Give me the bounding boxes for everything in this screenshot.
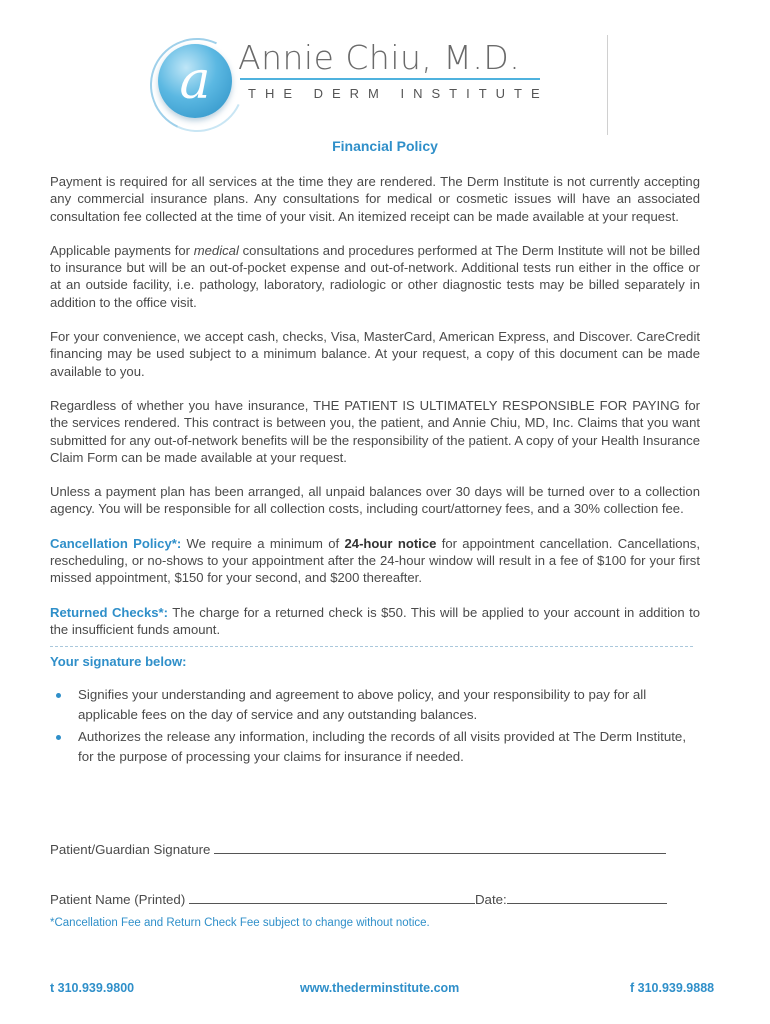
- signature-bullets: [50, 685, 700, 767]
- logo-letter: a: [179, 51, 211, 111]
- page-title: Financial Policy: [332, 138, 438, 154]
- paragraph-payment: Payment is required for all services at the time they are rendered. The Derm Institute is not currently accepting any commercial insurance plans. Any consultations for medical or cosmetic issues will have an associated consultation fee collected at the time of your visit. An itemized receipt can be made available at your request.: [50, 174, 700, 224]
- logo-emblem: [158, 44, 232, 118]
- cancellation-label: Cancellation Policy*:: [50, 535, 182, 551]
- signature-row: [50, 842, 666, 857]
- dashed-divider: [50, 646, 693, 647]
- bullet-item: Authorizes the release any information, including the records of all visits provided at The Derm Institute, for the purpose of processing your claims for insurance if needed.: [78, 727, 700, 767]
- patient-name-row: [50, 892, 667, 907]
- fee-change-note: *Cancellation Fee and Return Check Fee subject to change without notice.: [50, 917, 430, 929]
- date-field[interactable]: [507, 893, 667, 904]
- patient-name-field[interactable]: [189, 893, 475, 904]
- date-label: Date:: [474, 892, 507, 907]
- returned-checks-label: Returned Checks*:: [50, 604, 168, 620]
- paragraph-medical: Applicable payments for medical consultations and procedures performed at The Derm Institute will not be billed to insurance but will be an out-of-pocket expense and out-of-network. Additional tests run either in the office or at an outside facility, i.e. pathology, laboratory, radiologic or other diagnostic tests may be billed separately in addition to the office visit.: [50, 242, 700, 310]
- paragraph-responsibility: Regardless of whether you have insurance, THE PATIENT IS ULTIMATELY RESPONSIBLE FOR PAYING for the services rendered. This contract is between you, the patient, and Annie Chiu, MD, Inc. Claims that you want submitted for any out-of-network benefits will be the responsibility of the patient. A copy of your Health Insurance Claim Form can be made available at your request.: [50, 397, 700, 465]
- logo-divider: [240, 78, 540, 80]
- paragraph-cancellation: Cancellation Policy*: We require a minimum of 24-hour notice for appointment cancellation. Cancellations, rescheduling, or no-shows to your appointment after the 24-hour window will result in a fee of $100 for your first missed appointment, $150 for your second, and $200 thereafter.: [50, 535, 700, 586]
- logo: [158, 38, 558, 138]
- patient-name-label: Patient Name (Printed): [50, 892, 186, 907]
- paragraph-collections: Unless a payment plan has been arranged, all unpaid balances over 30 days will be turned over to a collection agency. You will be responsible for all collection costs, including court/attorney fees, and a 30% collection fee.: [50, 484, 700, 517]
- signature-label: Patient/Guardian Signature: [50, 842, 211, 857]
- footer-fax: f 310.939.9888: [630, 981, 715, 995]
- paragraph-payment-methods: For your convenience, we accept cash, checks, Visa, MasterCard, American Express, and Discover. CareCredit financing may be used subject to a minimum balance. At your request, a copy of this document can be made available to you.: [50, 329, 700, 379]
- header-divider: [607, 35, 608, 135]
- bullet-item: Signifies your understanding and agreement to above policy, and your responsibility to pay for all applicable fees on the day of service and any outstanding balances.: [78, 685, 700, 725]
- brand-name: Annie Chiu, M.D.: [238, 38, 521, 77]
- signature-field[interactable]: [214, 843, 666, 854]
- signature-heading: Your signature below:: [50, 654, 187, 670]
- policy-body: [50, 173, 700, 769]
- footer-website[interactable]: www.thederminstitute.com: [300, 981, 460, 995]
- brand-subtitle: THE DERM INSTITUTE: [248, 86, 549, 101]
- footer-phone: t 310.939.9800: [50, 981, 135, 995]
- paragraph-returned-checks: Returned Checks*: The charge for a returned check is $50. This will be applied to your account in addition to the insufficient funds amount.: [50, 604, 700, 637]
